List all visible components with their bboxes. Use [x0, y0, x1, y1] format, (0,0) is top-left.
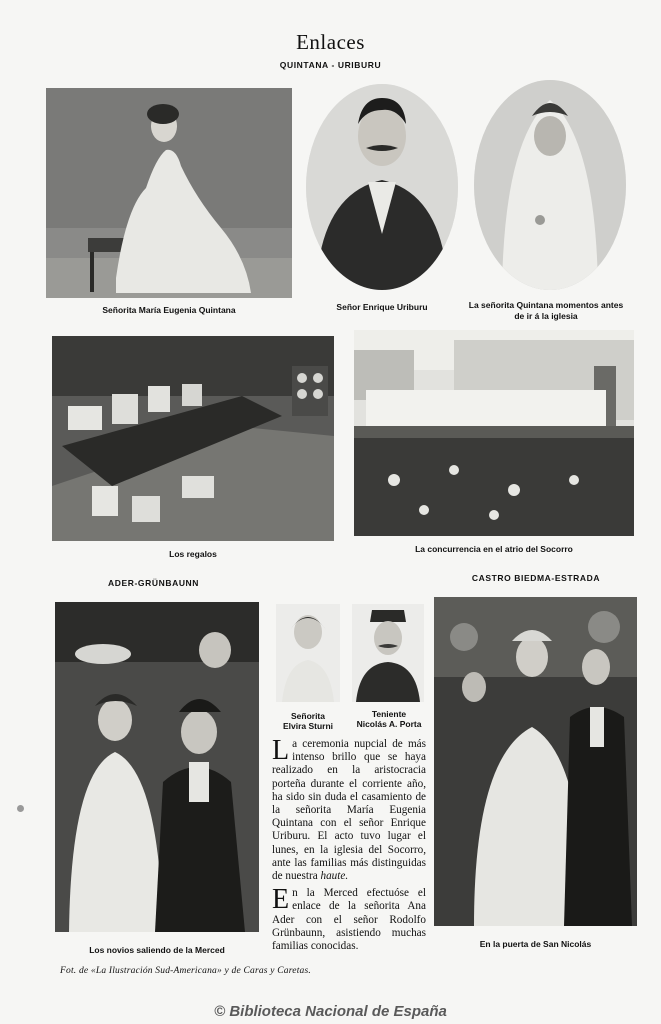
caption-uriburu: Señor Enrique Uriburu [336, 302, 428, 312]
caption-porta-line2: Nicolás A. Porta [356, 719, 422, 729]
section-head-quintana-uriburu: QUINTANA - URIBURU [279, 60, 382, 70]
article-p1-text: a ceremonia nupcial de más intenso brillo que se haya realizado en la aristocracia porteña durante el corriente año, ha sido sin duda el casamiento de la señorita María Eugenia Quintana con el señor Enrique Uriburu. El acto tuvo lugar el lunes, en la iglesia del Socorro, ante las familias más distinguidas de nuestra [272, 738, 426, 883]
photo-novios-merced [55, 602, 259, 932]
drop-cap-1: L [272, 735, 290, 766]
page-punch-hole [17, 805, 24, 812]
page-title: Enlaces [296, 30, 365, 54]
photo-credit: Fot. de «La Ilustración Sud-Americana» y de Caras y Caretas. [60, 966, 311, 976]
photo-maria-eugenia-quintana [46, 88, 292, 298]
section-head-ader-grunbaunn: ADER-GRÜNBAUNN [108, 578, 200, 588]
caption-sturni-line2: Elvira Sturni [282, 721, 334, 731]
article-paragraph-2 [272, 884, 426, 953]
section-head-castro-biedma-estrada: CASTRO BIEDMA-ESTRADA [471, 573, 601, 583]
article-paragraph-1 [272, 735, 426, 883]
photo-nicolas-porta [352, 604, 424, 702]
article-p2-text: n la Merced efectuóse el enlace de la señorita Ana Ader con el señor Rodolfo Grünbaunn, asistiendo muchas familias conocidas. [272, 887, 426, 953]
photo-elvira-sturni [276, 604, 340, 702]
drop-cap-2: E [272, 884, 290, 916]
caption-concurrencia: La concurrencia en el atrio del Socorro [415, 544, 573, 554]
caption-puerta: En la puerta de San Nicolás [479, 939, 592, 949]
caption-porta-line1: Teniente [371, 709, 407, 719]
photo-bride-quintana-veil [474, 80, 626, 290]
article-p1-italic: haute. [320, 870, 349, 883]
caption-novios: Los novios saliendo de la Merced [89, 945, 225, 955]
photo-los-regalos [52, 336, 334, 541]
footer-copyright: © Biblioteca Nacional de España [214, 1003, 447, 1020]
caption-bride-line1: La señorita Quintana momentos antes [468, 300, 624, 310]
caption-sturni-line1: Señorita [290, 711, 325, 721]
photo-concurrencia-socorro [354, 330, 634, 536]
caption-quintana: Señorita María Eugenia Quintana [102, 305, 236, 315]
caption-bride-line2: de ir á la iglesia [514, 311, 578, 321]
photo-puerta-san-nicolas [434, 597, 637, 926]
article-body [272, 735, 426, 953]
photo-enrique-uriburu [306, 84, 458, 290]
caption-regalos: Los regalos [169, 549, 217, 559]
